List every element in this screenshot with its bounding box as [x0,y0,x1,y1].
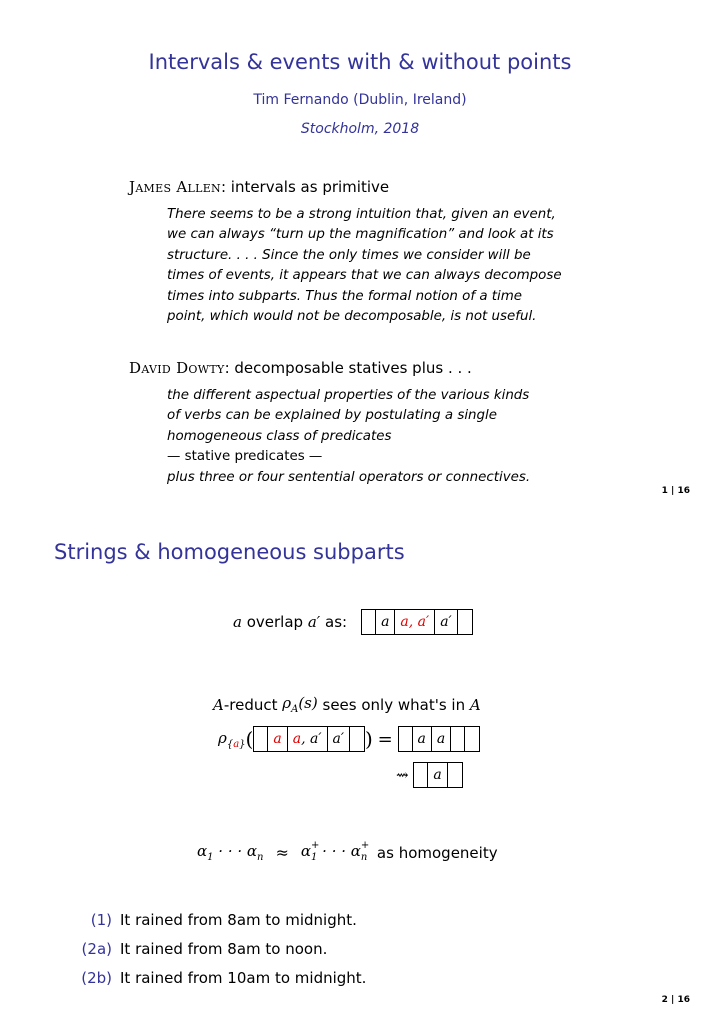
page-number: 1 | 16 [661,486,690,496]
quote-fragment-upright: — stative predicates — [167,449,323,465]
allen-quote [167,205,617,327]
strip-box-empty [448,763,462,787]
slide-title: Strings & homogeneous subparts [54,540,405,564]
strip-box-empty [414,763,428,787]
quote-line: structure. . . . Since the only times we consider will be [167,247,531,263]
strip-box: a [428,763,447,787]
overlap-strip [361,609,473,635]
compressed-strip [413,762,462,788]
math-alpha-plus-seq: α $_{+ 1}$ · · · α $_{+ n}$ [300,840,370,863]
dowty-name: David Dowty [129,359,225,377]
example-text: It rained from 10am to midnight. [120,969,367,987]
strip-box: a [413,727,432,751]
homogeneity-text: as homogeneity [376,843,498,862]
venue-line: Stockholm, 2018 [300,121,420,137]
author-line: Tim Fernando (Dublin, Ireland) [253,92,467,108]
allen-name: James Allen [129,178,221,196]
quote-line: we can always “turn up the magnification” and look at its [167,227,554,243]
quote-line: of verbs can be explained by postulating a single [167,408,497,424]
overlap-label: overlap [246,613,304,631]
math-A: A [213,695,224,714]
quote-line: the different aspectual properties of the various kinds [167,388,530,403]
strip-box-empty [362,610,376,634]
example-label: (2a) [81,940,112,958]
overlap-row [233,609,473,635]
strip-box: a [376,610,395,634]
reduct-equation-row: $\rho_{\{a\}}$ ( a a, a′ a′ ) = a a [218,726,480,752]
quote-line: There seems to be a strong intuition that, given an event, [167,207,556,222]
allen-heading [129,177,609,197]
quote-fragment: homogeneous class of predicates [167,428,392,444]
example-text: It rained from 8am to midnight. [120,911,357,929]
quote-line: plus three or four sentential operators or connectives. [167,469,531,485]
strip-box-empty [458,610,472,634]
example-label: (2b) [81,969,112,987]
math-a-prime: a′ [307,613,321,631]
math-rho-a: $\rho_{\{a\}}$ [218,728,246,750]
dowty-block [129,358,609,488]
allen-topic: : intervals as primitive [220,178,390,196]
approx-symbol: ≈ [275,843,289,862]
reduct-output-strip [398,726,481,752]
quote-line: point, which would not be decomposable, is not useful. [167,309,537,325]
slide-2 [0,508,720,1019]
strip-box: a, a′ [395,610,435,634]
overlap-as: as: [325,613,348,631]
example-text: It rained from 8am to noon. [120,940,328,958]
quote-line: times into subparts. Thus the formal notion of a time [167,288,523,304]
compress-row [396,762,463,788]
example-item [50,940,327,958]
strip-box: a′ [328,727,351,751]
squiggly-arrow: ⇝ [396,766,409,784]
example-item [50,969,366,987]
strip-box-empty [254,727,268,751]
math-rho-A-s: $\rho_A(s)$ [282,694,318,715]
reduct-input-strip [253,726,365,752]
strip-box-empty [451,727,465,751]
slide-title: Intervals & events with & without points [148,50,572,74]
dowty-heading [129,358,609,378]
homogeneity-row [197,842,498,863]
quote-line: times of events, it appears that we can always decompose [167,268,562,284]
example-label: (1) [90,911,112,929]
strip-box-empty [350,727,364,751]
quote-line [167,427,617,468]
strip-box: a, a′ [288,727,328,751]
reduct-text: -reduct [223,695,278,714]
example-item [50,911,357,929]
page-number: 2 | 16 [661,995,690,1005]
strip-box: a [432,727,451,751]
strip-box-empty [399,727,413,751]
slide-1 [0,0,720,508]
allen-block [129,177,609,327]
strip-box-empty [465,727,479,751]
math-a: a [233,613,242,631]
strip-box: a [268,727,287,751]
dowty-topic: : decomposable statives plus . . . [224,359,472,377]
reduct-rest: sees only what's in [322,695,466,714]
strip-box: a′ [435,610,458,634]
math-alpha-seq: $\alpha_1$ · · · $\alpha_n$ [197,842,264,863]
reduct-row [213,694,481,715]
dowty-quote [167,386,617,488]
math-A: A [469,695,481,714]
